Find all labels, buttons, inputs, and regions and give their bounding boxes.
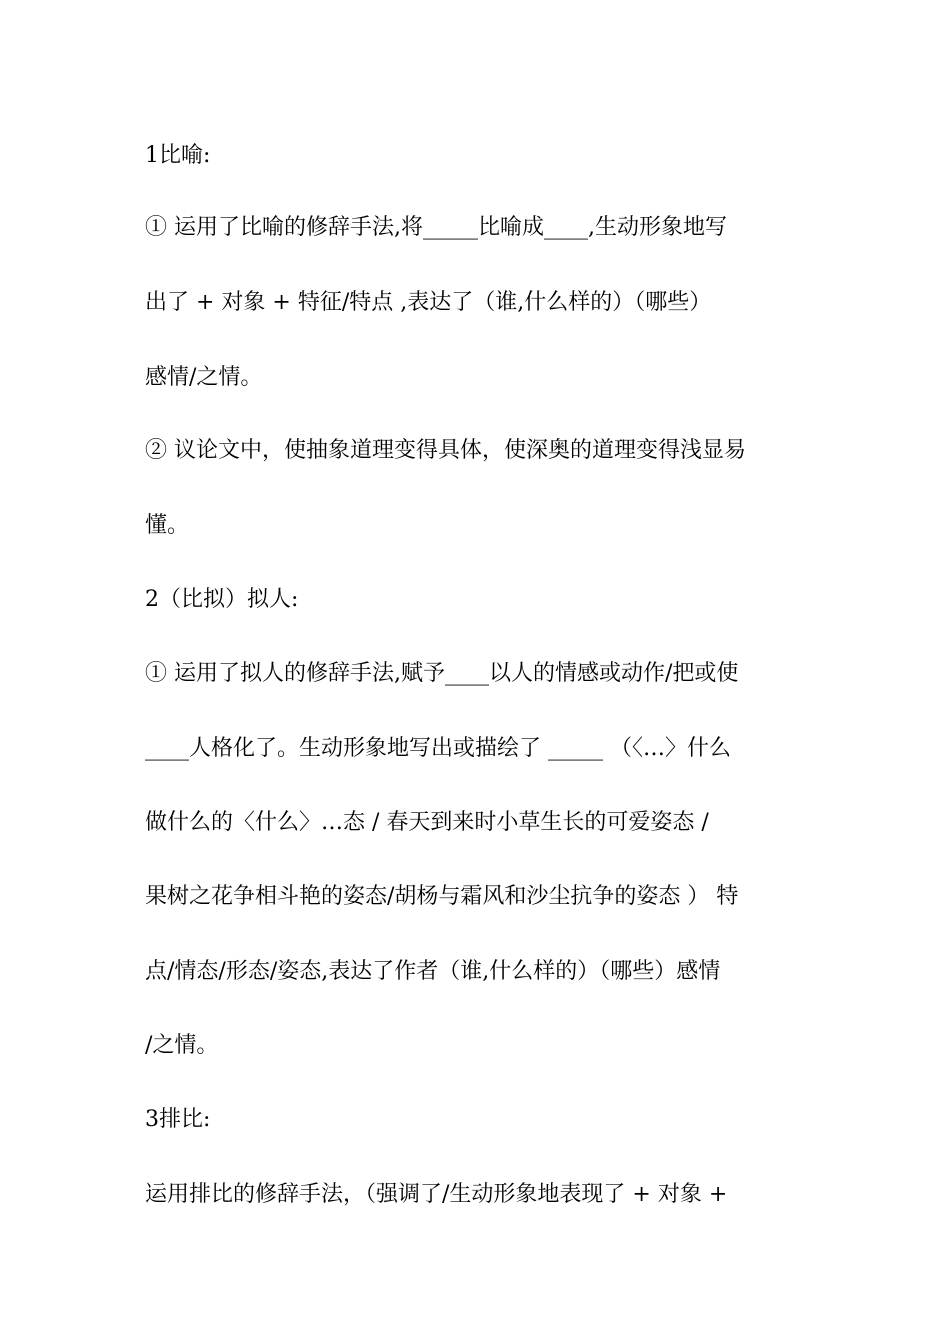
paragraph-line: ② 议论文中，使抽象道理变得具体，使深奥的道理变得浅显易 [145, 438, 746, 463]
heading-simile: 1比喻: [145, 143, 211, 168]
paragraph-line: 做什么的〈什么〉…态 / 春天到来时小草生长的可爱姿态 / [145, 810, 709, 835]
paragraph-line: 果树之花争相斗艳的姿态/胡杨与霜风和沙尘抗争的姿态 ） 特 [145, 884, 739, 909]
paragraph-line: ____人格化了。生动形象地写出或描绘了 _____ （〈…〉什么 [145, 736, 731, 761]
paragraph-line: 运用排比的修辞手法，（强调了/生动形象地表现了 + 对象 + [145, 1182, 728, 1207]
paragraph-line: 出了 + 对象 + 特征/特点 ,表达了（谁,什么样的）（哪些） [145, 290, 712, 315]
paragraph-line: 感情/之情。 [145, 365, 263, 390]
paragraph-line: ① 运用了比喻的修辞手法,将_____比喻成____,生动形象地写 [145, 215, 727, 240]
paragraph-line: ① 运用了拟人的修辞手法,赋予____以人的情感或动作/把或使 [145, 661, 739, 686]
paragraph-line: 点/情态/形态/姿态,表达了作者（谁,什么样的）（哪些）感情 [145, 959, 721, 984]
heading-personification: 2（比拟）拟人: [145, 587, 299, 612]
paragraph-line: 懂。 [145, 513, 190, 538]
paragraph-line: /之情。 [145, 1033, 219, 1058]
heading-parallelism: 3排比: [145, 1107, 211, 1132]
